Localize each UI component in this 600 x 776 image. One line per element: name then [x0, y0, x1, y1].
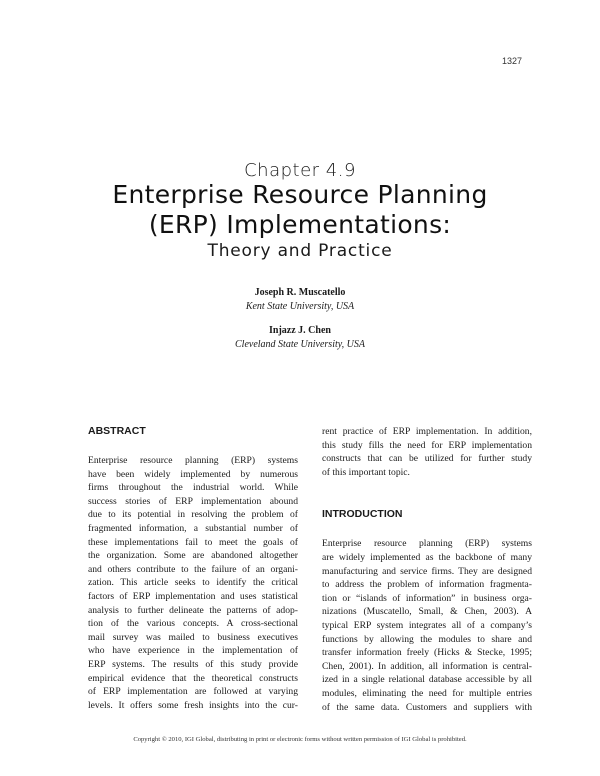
text-line: levels. It offers some fresh insights into the cur- — [88, 699, 298, 711]
abstract-body — [88, 454, 298, 712]
text-line: empirical evidence that the theoretical constructs — [88, 672, 298, 684]
text-line: typical ERP system integrates all of a company’s — [322, 619, 532, 631]
text-line: transfer information freely (Hicks & Stecke, 1995; — [322, 647, 532, 659]
right-column — [322, 425, 532, 714]
chapter-title-line-2: (ERP) Implementations: — [148, 210, 452, 239]
text-line: Enterprise resource planning (ERP) systems — [322, 538, 532, 550]
text-line: these implementations fail to meet the goals of — [88, 536, 298, 548]
text-line: rent practice of ERP implementation. In addition, — [322, 426, 532, 437]
text-line: have been widely implemented by numerous — [88, 468, 298, 480]
chapter-title-line-1: Enterprise Resource Planning — [112, 180, 488, 209]
abstract-heading: ABSTRACT — [88, 425, 146, 437]
abstract-continued — [322, 425, 532, 479]
text-line: of ERP implementation are followed at varying — [88, 686, 298, 698]
author-affiliation: Kent State University, USA — [245, 301, 355, 312]
text-line: fragmented information, a substantial number of — [88, 522, 298, 534]
author-affiliation: Cleveland State University, USA — [235, 339, 365, 350]
left-column — [88, 425, 298, 712]
page-number: 1327 — [501, 56, 522, 66]
text-line: modules, eliminating the need for multiple entries — [322, 687, 532, 699]
text-line: Enterprise resource planning (ERP) systems — [88, 455, 298, 466]
text-line: mail survey was mailed to business executives — [88, 631, 298, 643]
text-line: constructs that can be utilized for further study — [322, 453, 532, 465]
text-line: the organization. Some are abandoned altogether — [88, 550, 298, 562]
text-line: manufacturing and service firms. They are designed — [322, 565, 532, 577]
text-line: of this important topic. — [322, 466, 410, 478]
text-line: firms throughout the industrial world. While — [88, 482, 298, 494]
text-line: functions by allowing the modules to share and — [322, 633, 532, 645]
text-line: ized in a single relational database accessible by all — [322, 674, 532, 686]
text-line: nizations (Muscatello, Small, & Chen, 2003). A — [322, 606, 532, 618]
text-line: this study fills the need for ERP implementation — [322, 439, 532, 451]
copyright-notice: Copyright © 2010, IGI Global, distributing in print or electronic forms without written permission of IGI Global is prohibited. — [133, 736, 467, 743]
text-line: due to its potential in resolving the problem of — [88, 509, 298, 521]
text-line: zation. This article seeks to identify the critical — [88, 577, 298, 589]
text-line: to address the problem of information fragmenta- — [322, 579, 532, 591]
text-line: factors of ERP implementation and uses statistical — [88, 590, 298, 602]
text-line: tion of the various concepts. A cross-sectional — [88, 618, 298, 630]
text-line: of the same data. Customers and suppliers with — [322, 701, 532, 713]
introduction-heading: INTRODUCTION — [322, 508, 403, 521]
chapter-label: Chapter 4.9 — [244, 160, 356, 181]
text-line: analysis to further delineate the patterns of adop- — [88, 604, 298, 616]
text-line: tion or “islands of information” in business orga- — [322, 592, 532, 604]
introduction-body — [322, 537, 532, 714]
text-line: who have experience in the implementation of — [88, 645, 298, 657]
author-name: Injazz J. Chen — [269, 325, 331, 336]
text-line: success stories of ERP implementation abound — [88, 495, 298, 507]
text-line: ERP systems. The results of this study provide — [88, 658, 298, 670]
text-line: are widely implemented as the backbone of many — [322, 551, 532, 563]
chapter-subtitle: Theory and Practice — [207, 241, 393, 261]
text-line: Chen, 2001). In addition, all information is central- — [322, 660, 532, 672]
author-name: Joseph R. Muscatello — [254, 287, 346, 298]
text-line: and others contribute to the failure of an organi- — [88, 563, 298, 575]
